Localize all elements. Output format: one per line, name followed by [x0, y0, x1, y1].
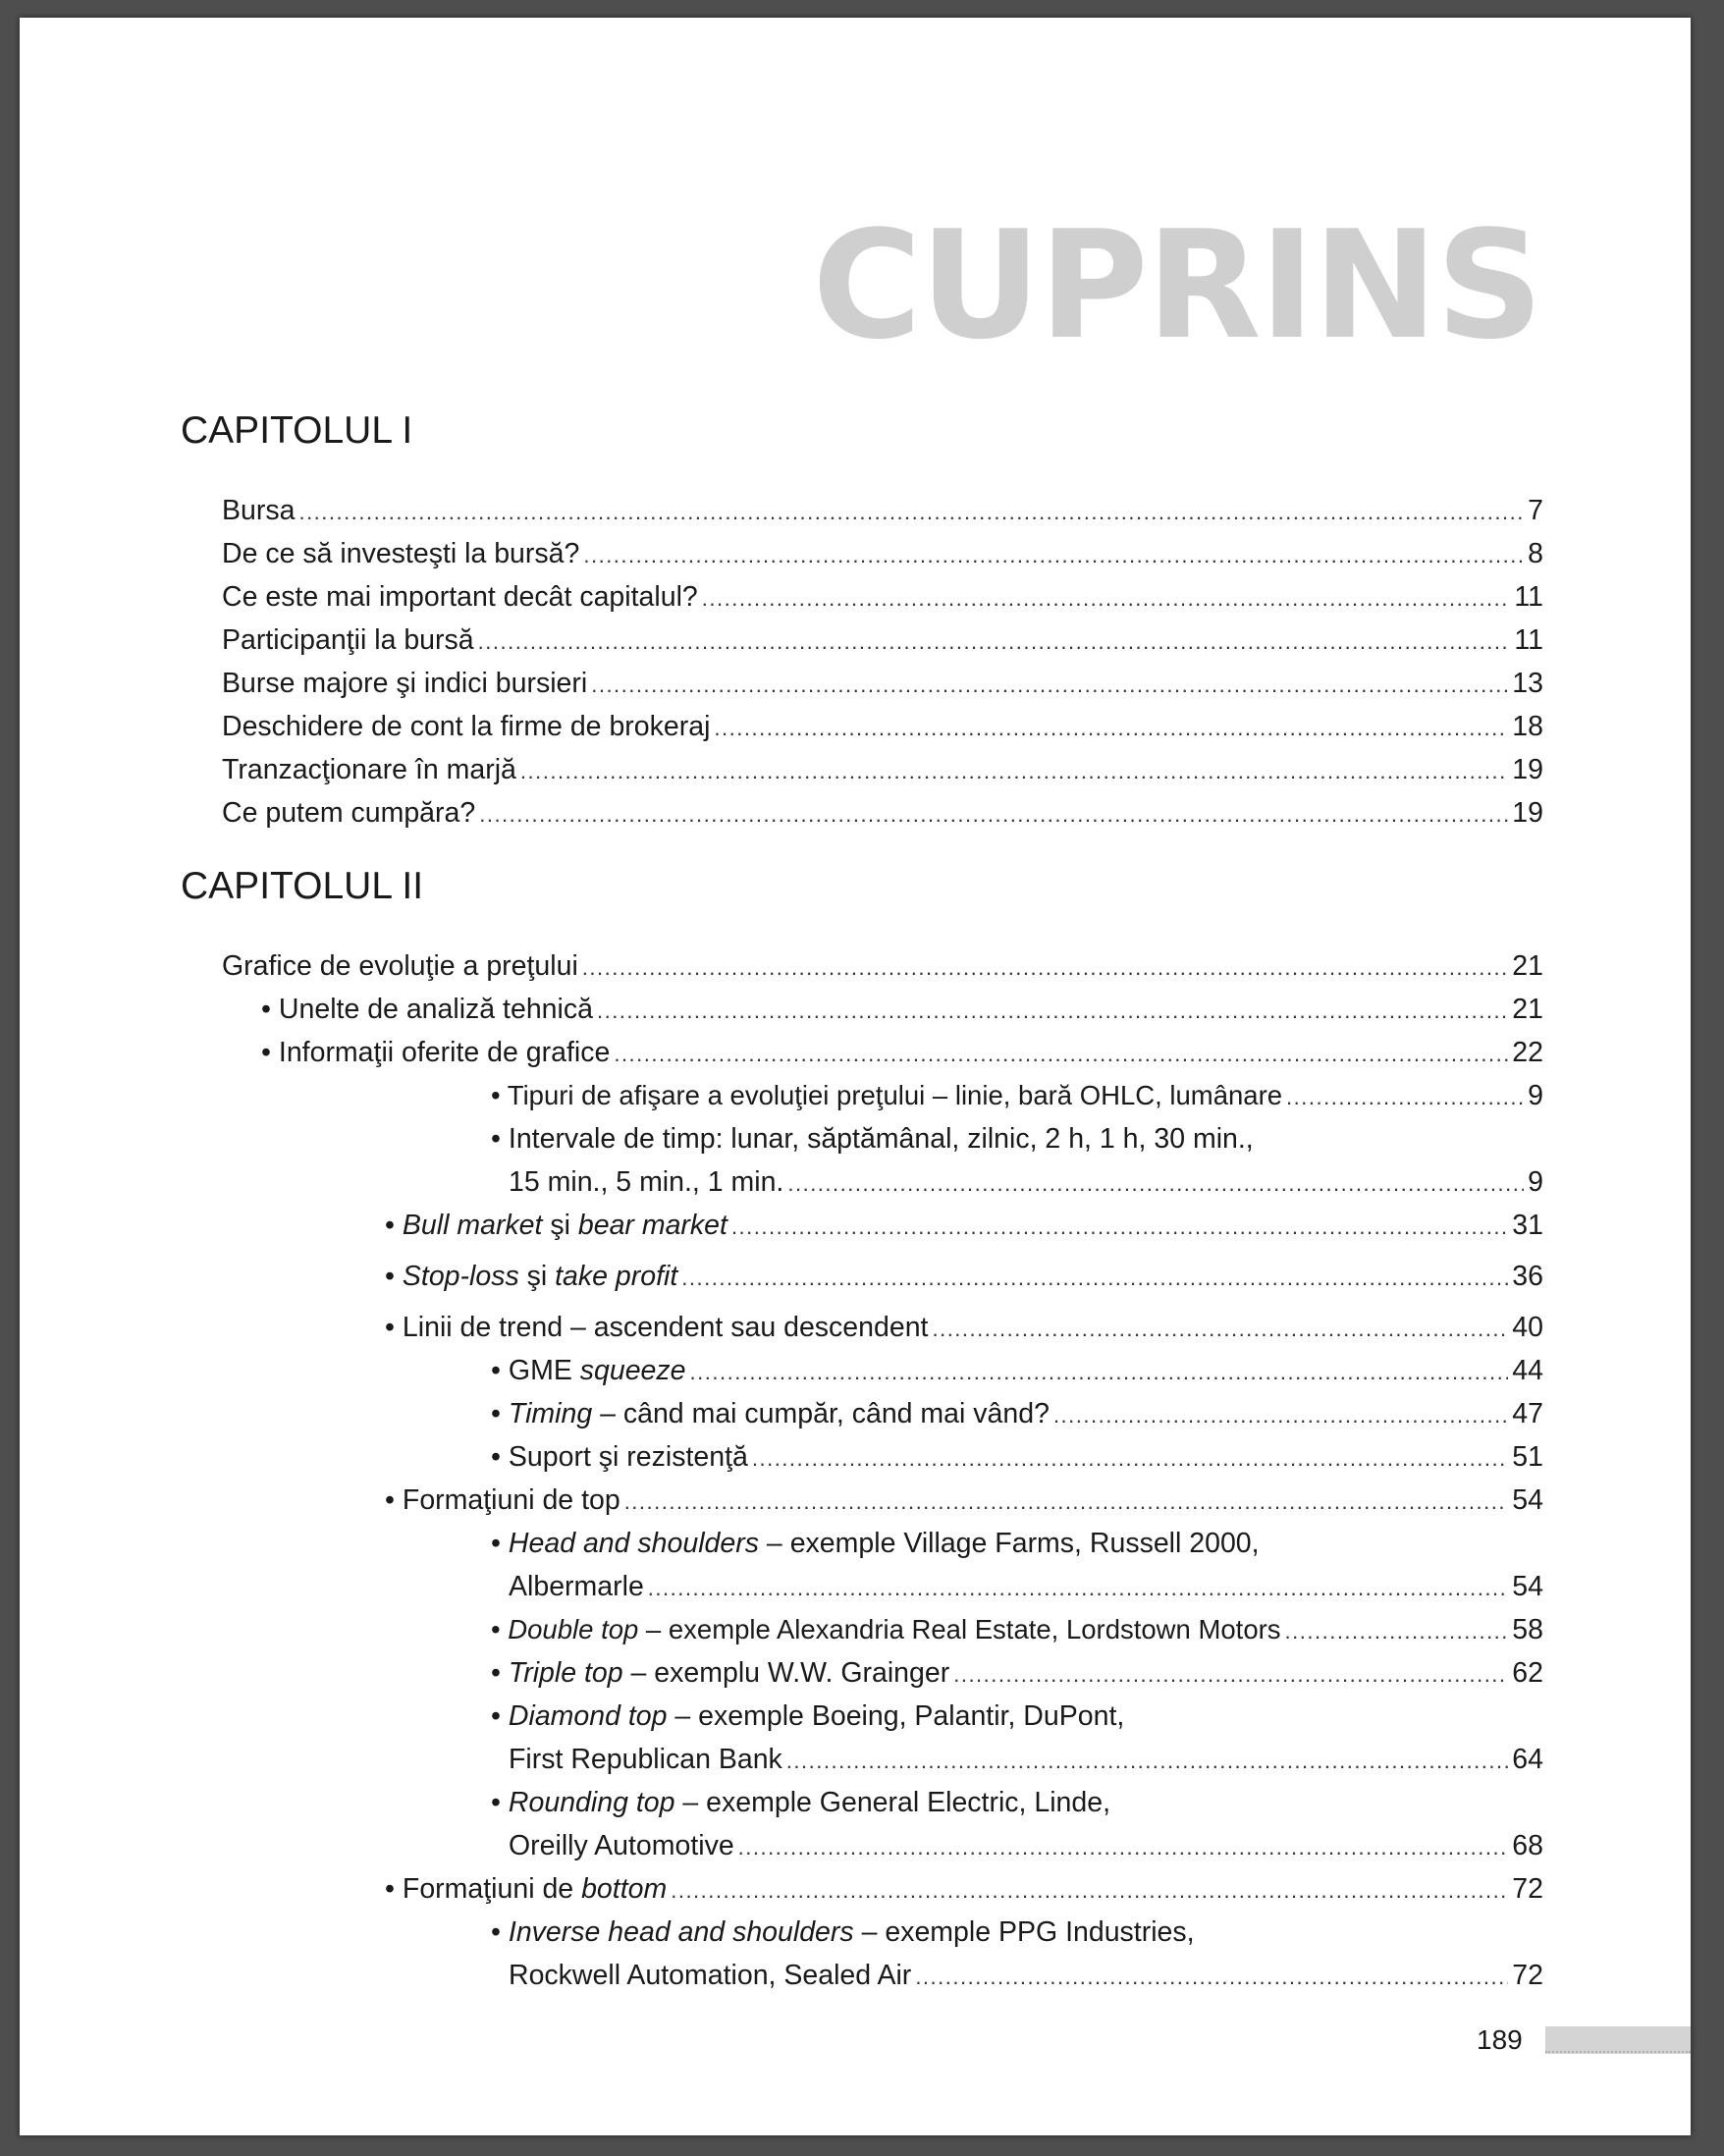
dot-leader [624, 1482, 1509, 1522]
toc-entry-page: 44 [1512, 1355, 1543, 1386]
toc-entry [222, 620, 1543, 660]
toc-entry-text-em: squeeze [579, 1355, 686, 1386]
bullet: • [491, 1614, 501, 1644]
toc-entry-text: – exemple Alexandria Real Estate, Lordstown Motors [638, 1614, 1281, 1644]
toc-entry-continued [491, 1913, 1543, 1952]
dot-leader [787, 1164, 1524, 1204]
toc-entry-text-em: Triple top [508, 1657, 623, 1689]
dot-leader [681, 1259, 1508, 1298]
toc-entry [222, 534, 1543, 573]
bullet: • [491, 1398, 501, 1429]
toc-entry-continued [491, 1697, 1543, 1736]
toc-entry-page: 72 [1512, 1960, 1543, 1991]
toc-entry-page: 11 [1514, 581, 1543, 613]
dot-leader [671, 1871, 1508, 1911]
toc-entry-text: – exemplu W.W. Grainger [622, 1657, 950, 1689]
toc-entry-text: Deschidere de cont la firme de brokeraj [222, 711, 711, 742]
toc-entry-text-em: bottom [581, 1873, 668, 1905]
toc-entry-page: 19 [1512, 754, 1543, 785]
toc-entry-text: Unelte de analiză tehnică [278, 994, 593, 1025]
bullet: • [385, 1484, 395, 1516]
toc-entry-text-em: take profit [555, 1261, 678, 1292]
toc-entry-text: Intervale de timp: lunar, săptămânal, zilnic, 2 h, 1 h, 30 min., [508, 1123, 1254, 1155]
dot-leader [752, 1439, 1508, 1479]
toc-entry-text: Formaţiuni de [402, 1873, 582, 1905]
bullet: • [385, 1873, 395, 1905]
toc-entry-page: 21 [1512, 994, 1543, 1025]
toc-entry-continued [491, 1524, 1543, 1563]
toc-entry [222, 491, 1543, 530]
toc-entry-page: 64 [1512, 1744, 1543, 1775]
bullet: • [491, 1355, 501, 1386]
toc-entry [491, 1351, 1543, 1390]
dot-leader [648, 1569, 1509, 1608]
dot-leader [932, 1310, 1508, 1349]
toc-entry-page: 7 [1528, 495, 1543, 526]
toc-entry-text: First Republican Bank [509, 1744, 782, 1775]
dot-leader [702, 579, 1511, 619]
toc-entry-page: 13 [1512, 668, 1543, 699]
bullet: • [385, 1210, 395, 1241]
toc-entry-page: 54 [1512, 1571, 1543, 1602]
bullet: • [385, 1312, 395, 1343]
dot-leader [1286, 1078, 1524, 1117]
toc-entry-page: 58 [1512, 1614, 1543, 1645]
toc-entry-text: Suport şi rezistenţă [508, 1441, 748, 1473]
toc-entry-page: 54 [1512, 1484, 1543, 1516]
bullet: • [491, 1528, 501, 1559]
toc-entry [385, 1869, 1543, 1909]
toc-entry [491, 1653, 1543, 1693]
toc-entry-text-em: Inverse head and shoulders [508, 1916, 854, 1948]
dot-leader [915, 1958, 1508, 1997]
bullet: • [261, 1037, 271, 1068]
toc-entry-page: 51 [1512, 1441, 1543, 1473]
toc-entry [222, 750, 1543, 789]
toc-entry [385, 1481, 1543, 1520]
toc-entry-page: 31 [1512, 1210, 1543, 1241]
toc-entry-text: – exemple PPG Industries, [853, 1916, 1195, 1948]
bullet: • [491, 1787, 501, 1818]
dot-leader [591, 666, 1508, 705]
toc-entry-text: Bursa [222, 495, 296, 526]
toc-entry-page: 62 [1512, 1657, 1543, 1689]
toc-entry-page: 22 [1512, 1037, 1543, 1068]
toc-entry-text: Ce putem cumpăra? [222, 797, 476, 829]
toc-entry-page: 40 [1512, 1312, 1543, 1343]
toc-entry-text: 15 min., 5 min., 1 min. [509, 1166, 784, 1198]
bullet: • [491, 1657, 501, 1689]
dot-leader [479, 795, 1508, 835]
dot-leader [1053, 1396, 1508, 1435]
toc-entry-text: Formaţiuni de top [402, 1484, 620, 1516]
dot-leader [690, 1353, 1509, 1392]
toc-entry [491, 1437, 1543, 1477]
toc-entry [222, 664, 1543, 703]
toc-entry [222, 793, 1543, 833]
toc-entry-text: – exemple Boeing, Palantir, DuPont, [667, 1700, 1125, 1732]
toc-entry-page: 11 [1514, 624, 1543, 656]
toc-entry-text: Participanţii la bursă [222, 624, 474, 656]
toc-entry-text: şi [542, 1210, 578, 1241]
page-number: 189 [1477, 2024, 1523, 2055]
dot-leader [583, 536, 1524, 575]
toc-entry-continued [491, 1783, 1543, 1822]
toc-entry [222, 946, 1543, 986]
toc-entry-text: Oreilly Automotive [509, 1830, 734, 1861]
book-page [20, 18, 1691, 2135]
dot-leader [1285, 1612, 1509, 1651]
toc-entry-continued [491, 1119, 1543, 1159]
dot-leader [298, 493, 1524, 532]
toc-entry-text: Ce este mai important decât capitalul? [222, 581, 698, 613]
toc-entry-text-em: Timing [508, 1398, 593, 1429]
toc-entry-page: 47 [1512, 1398, 1543, 1429]
toc-entry [509, 1826, 1543, 1865]
toc-entry-text-em: Head and shoulders [508, 1528, 760, 1559]
toc-entry [222, 707, 1543, 746]
toc-entry-page: 21 [1512, 950, 1543, 982]
toc-entry [261, 1033, 1543, 1072]
toc-entry-text-em: Stop-loss [402, 1261, 519, 1292]
bullet: • [491, 1123, 501, 1155]
toc-entry-page: 36 [1512, 1261, 1543, 1292]
toc-entry-text: Informaţii oferite de grafice [278, 1037, 611, 1068]
toc-entry-text: GME [508, 1355, 580, 1386]
bullet: • [491, 1700, 501, 1732]
bullet: • [385, 1261, 395, 1292]
toc-entry [491, 1394, 1543, 1433]
toc-entry [491, 1610, 1543, 1649]
dot-leader [520, 752, 1508, 791]
toc-entry-page: 72 [1512, 1873, 1543, 1905]
toc-entry-text: Linii de trend – ascendent sau descendent [402, 1312, 929, 1343]
toc-entry-text: şi [518, 1261, 556, 1292]
toc-entry-text-em: Double top [508, 1614, 639, 1644]
toc-entry-page: 68 [1512, 1830, 1543, 1861]
toc-entry-page: 9 [1528, 1080, 1543, 1111]
toc-entry-text: Burse majore şi indici bursieri [222, 668, 588, 699]
toc-entry-page: 9 [1528, 1166, 1543, 1198]
dot-leader [582, 948, 1509, 988]
toc-entry-text-em: Bull market [402, 1210, 543, 1241]
toc-entry-text: Grafice de evoluţie a preţului [222, 950, 578, 982]
toc-entry-text-em: Diamond top [508, 1700, 668, 1732]
toc-entry [509, 1956, 1543, 1995]
toc-entry [222, 577, 1543, 617]
toc-entry-text-em: bear market [577, 1210, 727, 1241]
toc-entry-text: Tranzacţionare în marjă [222, 754, 516, 785]
toc-entry-text: Tipuri de afişare a evoluţiei preţului – linie, bară OHLC, lumânare [507, 1080, 1283, 1110]
toc-entry-page: 8 [1528, 538, 1543, 569]
dot-leader [597, 992, 1508, 1031]
dot-leader [714, 709, 1508, 748]
footer-decorative-bar [1545, 2026, 1691, 2054]
chapter-heading-2: CAPITOLUL II [181, 865, 424, 907]
toc-entry-text: – exemple Village Farms, Russell 2000, [759, 1528, 1260, 1559]
dot-leader [731, 1208, 1508, 1247]
toc-entry-text: – când mai cumpăr, când mai vând? [592, 1398, 1050, 1429]
dot-leader [738, 1828, 1509, 1867]
toc-entry [385, 1206, 1543, 1245]
bullet: • [491, 1441, 501, 1473]
toc-entry-text: Rockwell Automation, Sealed Air [509, 1960, 912, 1991]
toc-entry [385, 1308, 1543, 1347]
toc-entry [491, 1076, 1543, 1115]
toc-entry-text-em: Rounding top [508, 1787, 675, 1818]
toc-entry-text: De ce să investeşti la bursă? [222, 538, 580, 569]
bullet: • [261, 994, 271, 1025]
toc-entry-text: – exemple General Electric, Linde, [674, 1787, 1111, 1818]
footer-dotted-rule [1545, 2051, 1691, 2055]
dot-leader [953, 1655, 1508, 1695]
toc-entry [509, 1740, 1543, 1779]
page-title: CUPRINS [812, 198, 1541, 372]
toc-entry-text: Albermarle [509, 1571, 644, 1602]
toc-entry-page: 18 [1512, 711, 1543, 742]
toc-entry [385, 1257, 1543, 1296]
dot-leader [478, 622, 1511, 662]
bullet: • [491, 1916, 501, 1948]
bullet: • [491, 1080, 501, 1110]
toc-entry-page: 19 [1512, 797, 1543, 829]
dot-leader [786, 1742, 1509, 1781]
toc-entry [509, 1162, 1543, 1202]
chapter-heading-1: CAPITOLUL I [181, 409, 413, 452]
toc-entry [261, 990, 1543, 1029]
dot-leader [614, 1035, 1508, 1074]
toc-entry [509, 1567, 1543, 1606]
